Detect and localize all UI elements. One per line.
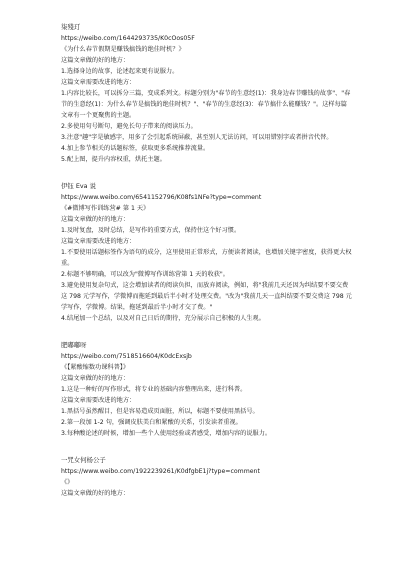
comment-section: [61, 181, 352, 324]
body-line: 3.避免使用复杂句式，这会增加读者的阅读负担，而放弃阅读，例如，将"我前几天还因为纠结要不要交费这 798 元学写作，学微博而拖延到最后半小时才处理交费。"改为"我前几天一直纠结要不要交费这 798 元学写作，学微博。结果，拖延到最后半小时才交了费。": [61, 282, 352, 311]
comment-section: [61, 455, 352, 499]
body-line: 1.内容比较长，可以拆分三篇，变成系列文。标题分别为"春节的生意经(1)：我身边春节赚钱的故事"、"春节的生意经(1)：为什么春节是搞钱的绝佳时机？"、"春节的生意经(3)：春节搞什么能赚钱？"。这样每篇文章有一个更聚焦的主题。: [61, 90, 351, 119]
body-line: 《为什么春节假期是赚钱搞钱的绝佳时机？》: [61, 46, 185, 53]
body-line: 《【紧酸缩数功课科普】》: [61, 364, 130, 371]
comment-section: [61, 340, 352, 439]
body-line: 3.每种酸论述的时候，增加一些个人使用经验或者感受，增加内容的说服力。: [61, 430, 272, 437]
author-name: 柒殘玎: [61, 23, 81, 31]
body-line: 1.选择身边的故事，论述起来更有说服力。: [61, 68, 179, 75]
body-line: 这篇文章做的好的地方：: [61, 490, 130, 497]
body-line: 这篇文章做的好的地方：: [61, 57, 130, 64]
body-line: 这篇文章做的好的地方：: [61, 375, 130, 382]
body-line: 这篇文章做的好的地方：: [61, 216, 130, 223]
body-line: 3.注意"趣"字是敏感字，用多了会引起系统屏蔽，甚至别人无法访问，可以用错别字或者拼音代替。: [61, 134, 333, 141]
body-line: 1.黑括号虽然醒目，但是容易造成页面脏，所以，标题不要使用黑括号。: [61, 408, 259, 415]
body-line: 《》: [61, 479, 74, 486]
body-line: 这篇文章需要改进的地方：: [61, 238, 136, 245]
author-name: 伊钰 Eva 说: [61, 182, 96, 190]
post-url[interactable]: https://weibo.com/7518516604/K0dcExsjb: [61, 353, 192, 360]
body-line: 4.加上参节相关的话题标签，获取更多系统推荐流量。: [61, 145, 210, 152]
body-line: 2.第一段加 1-2 句，强调皮肤美白和紧酸的关系，引发读者重视。: [61, 419, 242, 426]
body-line: 1.这是一种好的写作形式，将专业的基础内容整理出来，进行科普。: [61, 386, 247, 393]
body-line: 5.配上图，提升内容权重，烘托主题。: [61, 156, 166, 163]
post-url[interactable]: https://www.weibo.com/6541152796/K08fs1NFe?type=comment: [61, 194, 262, 201]
post-url[interactable]: https://www.weibo.com/1922239261/K0dfgbE1j?type=comment: [61, 468, 260, 475]
body-line: 这篇文章需要改进的地方：: [61, 79, 136, 86]
post-url[interactable]: https://weibo.com/1644293735/K0cOos05F: [61, 35, 195, 42]
body-line: 2.标题不够明确，可以改为"微博写作训练营第 1 天的收获"。: [61, 271, 229, 278]
comment-section: [61, 22, 352, 165]
body-line: 2.多使用句号断句，避免长句子带来的阅读压力。: [61, 123, 197, 130]
body-line: 《#微博写作训练营# 第 1 天》: [61, 205, 150, 212]
body-line: 这篇文章需要改进的地方：: [61, 397, 136, 404]
author-name: 肥嘟嘟呀: [61, 341, 87, 349]
body-line: 1.不要使用话题标签作为语句的成分，这里使用正常形式，方便读者阅读，也增加关键字密度，获得更大权重。: [61, 249, 352, 267]
author-name: 一咒女何杨公子: [61, 456, 106, 464]
body-line: 4.结尾加一个总结，以及对自己日后的期待，充分展示自己积极的人生观。: [61, 315, 265, 322]
body-line: 1.及时复盘，及时总结，是写作的重要方式，保持住这个好习惯。: [61, 227, 241, 234]
